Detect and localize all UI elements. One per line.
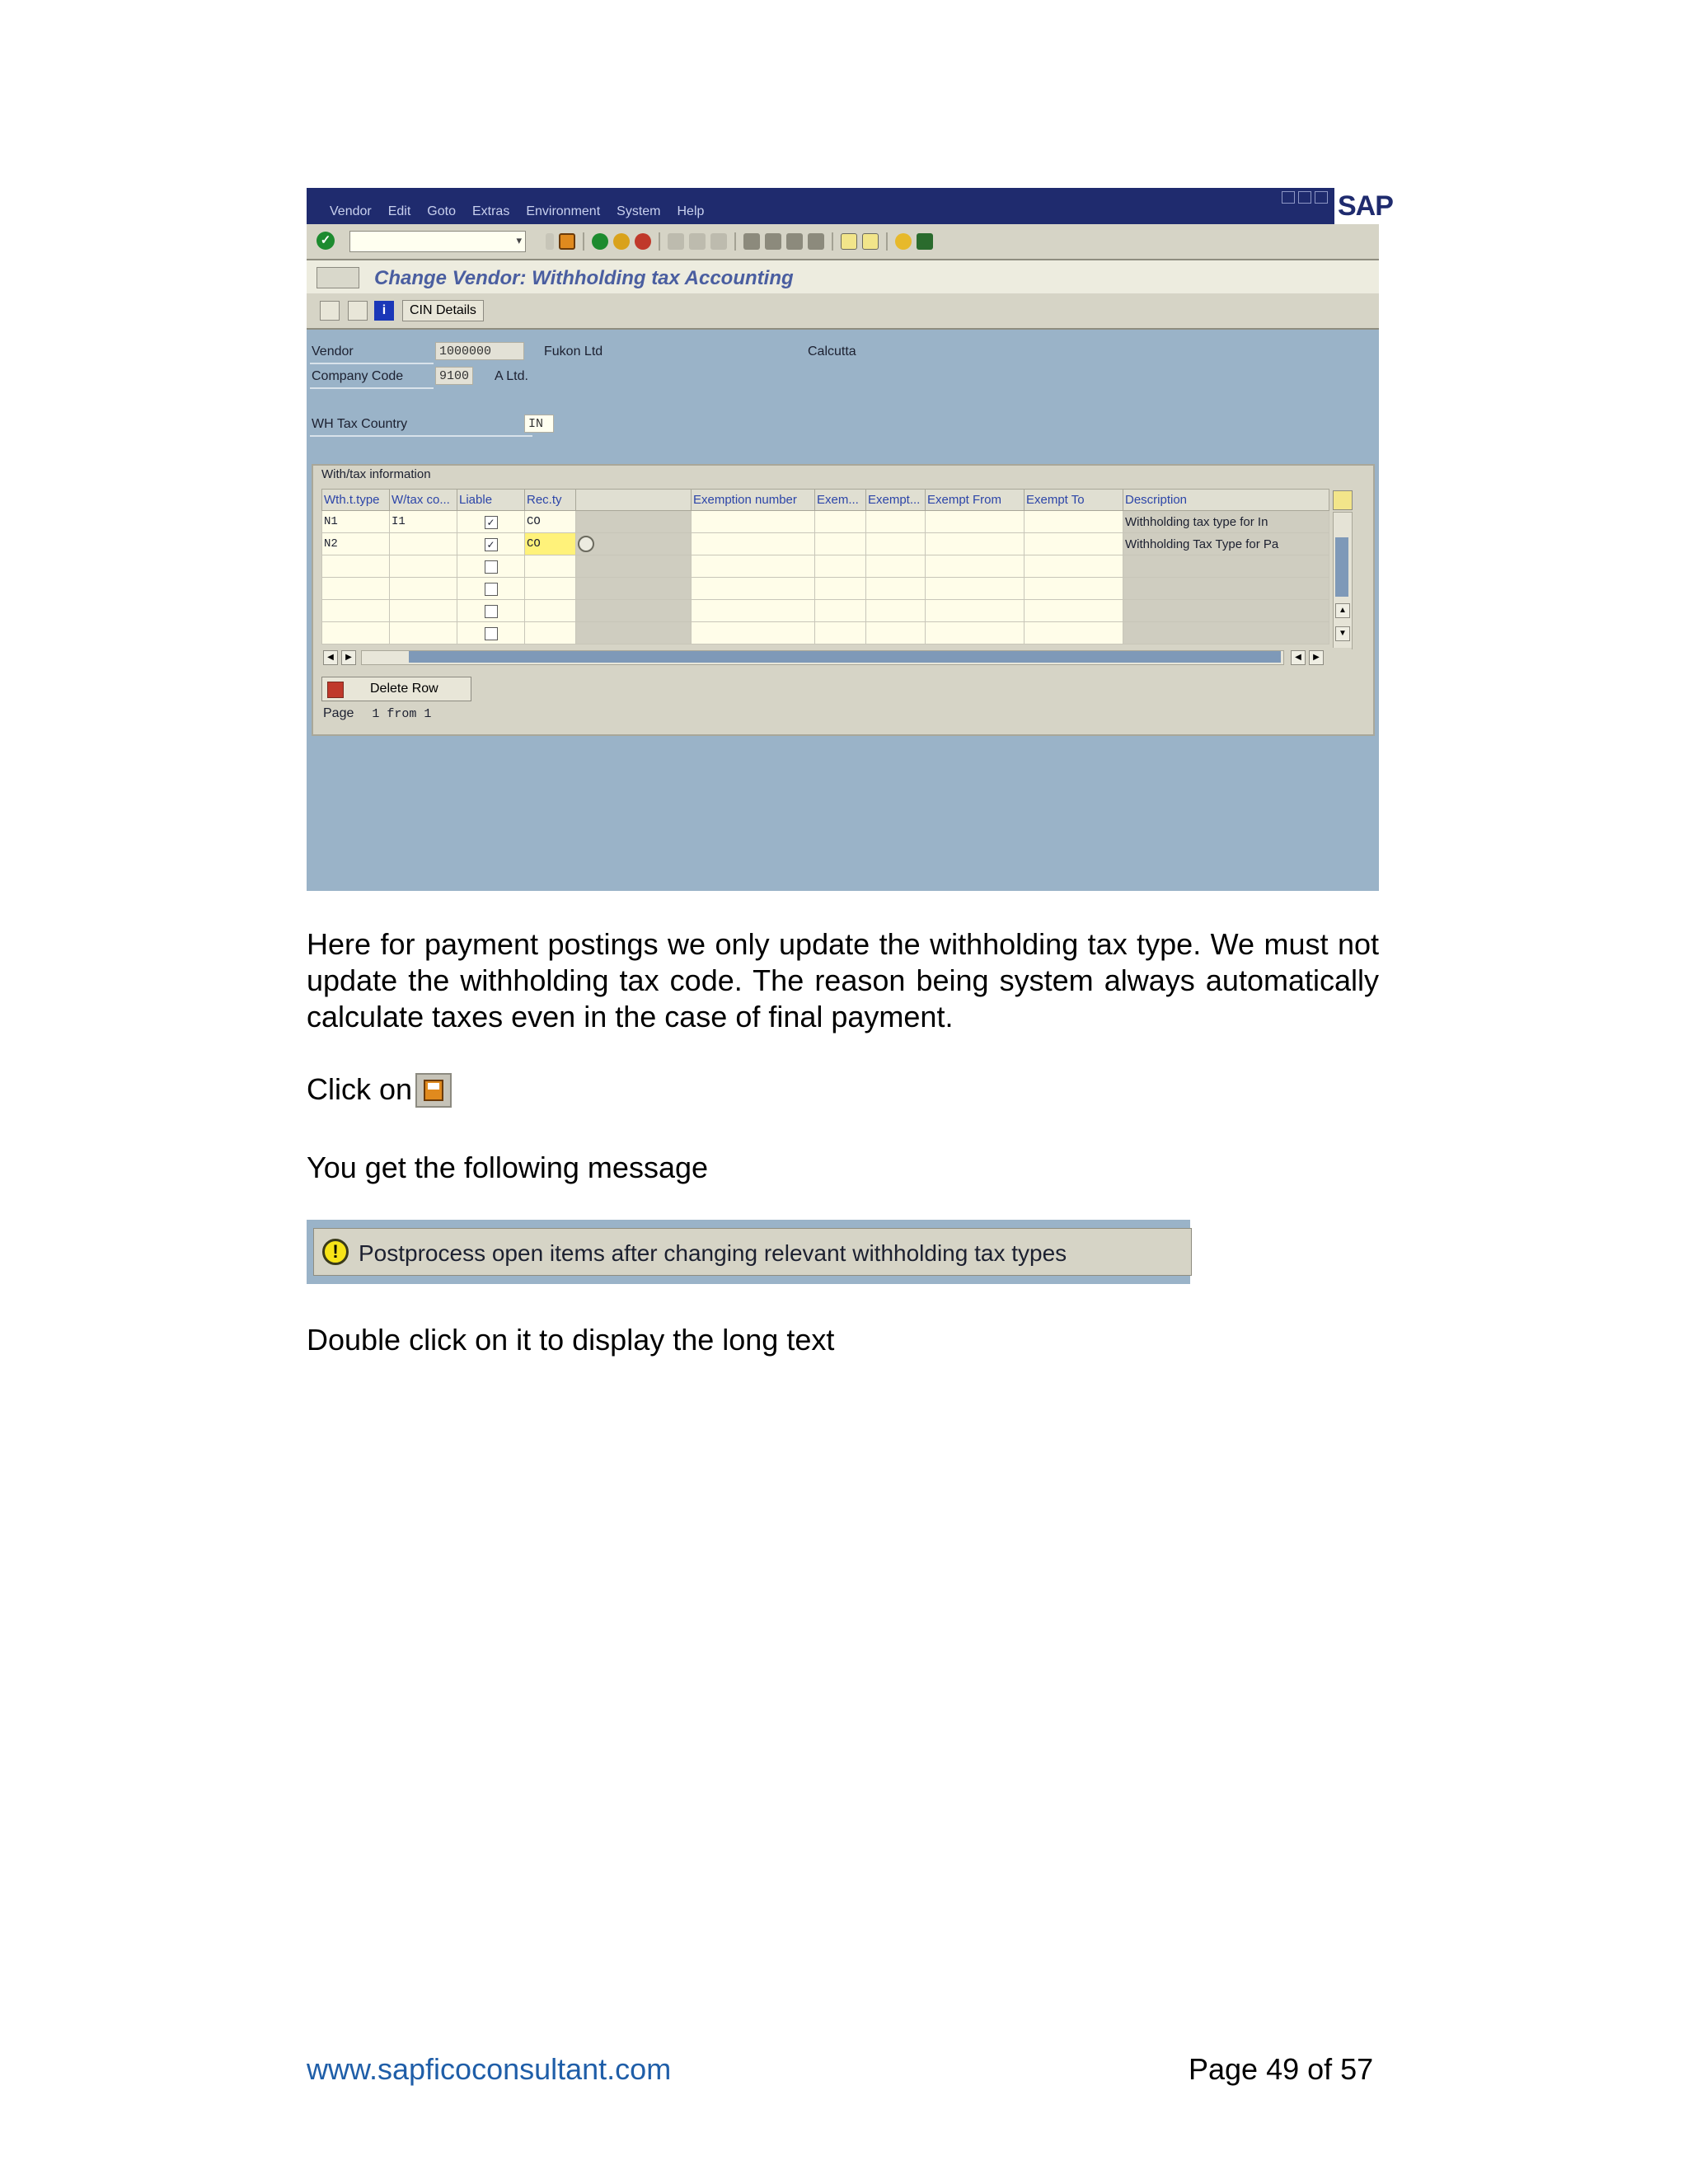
vendor-label-underline bbox=[310, 363, 434, 364]
click-on-line bbox=[307, 1071, 1379, 1108]
company-code-label: Company Code bbox=[312, 369, 404, 383]
cell-exemption-number[interactable] bbox=[692, 555, 815, 578]
back-arrow-icon[interactable] bbox=[546, 233, 554, 250]
table-row bbox=[322, 511, 1329, 533]
application-toolbar bbox=[307, 293, 1379, 330]
vertical-scroll-thumb[interactable] bbox=[1335, 537, 1348, 597]
cell-exempt-from[interactable] bbox=[926, 622, 1025, 644]
cell-wtax-code[interactable]: I1 bbox=[390, 511, 457, 533]
cell-exemption-reason[interactable] bbox=[866, 555, 926, 578]
display-change-icon[interactable] bbox=[320, 301, 340, 321]
next-page-icon[interactable] bbox=[786, 233, 803, 250]
company-code-field[interactable]: 9100 bbox=[435, 367, 473, 385]
scroll-down-icon[interactable]: ▼ bbox=[1335, 626, 1350, 641]
footer-page-number: Page 49 of 57 bbox=[1189, 2052, 1374, 2086]
command-field[interactable] bbox=[349, 231, 526, 252]
cin-details-button[interactable]: CIN Details bbox=[402, 300, 484, 321]
cell-exemption-reason[interactable] bbox=[866, 578, 926, 600]
company-name: A Ltd. bbox=[495, 369, 528, 383]
withholding-tax-table bbox=[321, 489, 1329, 644]
click-on-text: Click on bbox=[307, 1072, 413, 1106]
cell-description bbox=[1123, 578, 1329, 600]
cell-wtax-type[interactable] bbox=[322, 555, 390, 578]
cell-wtax-type[interactable]: N2 bbox=[322, 533, 390, 555]
col-description[interactable]: Description bbox=[1123, 490, 1329, 511]
cell-recipient-type[interactable] bbox=[525, 555, 576, 578]
command-dropdown-icon[interactable]: ▾ bbox=[516, 234, 522, 246]
maximize-icon[interactable] bbox=[1298, 191, 1311, 204]
cell-recipient-type[interactable]: CO bbox=[525, 533, 576, 555]
cell-exemption-rate[interactable] bbox=[815, 511, 866, 533]
toolbar-separator bbox=[832, 232, 833, 251]
vendor-field[interactable]: 1000000 bbox=[435, 342, 524, 360]
paragraph-payment-postings: Here for payment postings we only update the withholding tax type. We must not update the withholding tax code. The reason being system always automatically calculate taxes even in the case of final payment. bbox=[307, 927, 1379, 1033]
new-session-icon[interactable] bbox=[841, 233, 857, 250]
delete-row-icon bbox=[327, 682, 344, 698]
delete-row-label: Delete Row bbox=[370, 682, 438, 696]
other-object-icon[interactable] bbox=[348, 301, 368, 321]
cell-description bbox=[1123, 555, 1329, 578]
menu-system[interactable]: System bbox=[617, 204, 661, 218]
wh-tax-country-label: WH Tax Country bbox=[312, 417, 408, 431]
col-wtax-type[interactable]: Wth.t.type bbox=[322, 490, 390, 511]
cell-exempt-from[interactable] bbox=[926, 578, 1025, 600]
cell-exemption-number[interactable] bbox=[692, 578, 815, 600]
cell-exemption-number[interactable] bbox=[692, 511, 815, 533]
scroll-right-end-icon[interactable]: ▶ bbox=[1309, 650, 1324, 665]
cell-exemption-rate[interactable] bbox=[815, 622, 866, 644]
col-exempt-to[interactable]: Exempt To bbox=[1025, 490, 1123, 511]
table-row bbox=[322, 622, 1329, 644]
find-icon[interactable] bbox=[689, 233, 706, 250]
window-buttons bbox=[1282, 191, 1328, 204]
find-next-icon[interactable] bbox=[710, 233, 727, 250]
cell-exemption-number[interactable] bbox=[692, 622, 815, 644]
toolbar-separator bbox=[734, 232, 736, 251]
cell-exempt-to[interactable] bbox=[1025, 578, 1123, 600]
withholding-tax-group bbox=[312, 464, 1375, 736]
shortcut-icon[interactable] bbox=[862, 233, 879, 250]
liable-checkbox[interactable]: ✓ bbox=[485, 538, 498, 551]
value-help-icon[interactable] bbox=[578, 536, 594, 552]
group-title: With/tax information bbox=[321, 467, 431, 481]
delete-row-button[interactable] bbox=[321, 677, 471, 701]
warning-icon: ! bbox=[322, 1239, 349, 1265]
last-page-icon[interactable] bbox=[808, 233, 824, 250]
sap-screenshot bbox=[307, 188, 1393, 891]
cell-exempt-from[interactable] bbox=[926, 600, 1025, 622]
col-exemption-rate[interactable]: Exem... bbox=[815, 490, 866, 511]
cell-exemption-reason[interactable] bbox=[866, 511, 926, 533]
layout-menu-icon[interactable] bbox=[917, 233, 933, 250]
table-header-row bbox=[322, 490, 1329, 511]
menu-edit[interactable]: Edit bbox=[387, 204, 411, 218]
cell-wtax-code[interactable] bbox=[390, 533, 457, 555]
cell-exempt-to[interactable] bbox=[1025, 622, 1123, 644]
cell-liable bbox=[457, 600, 525, 622]
cell-exempt-from[interactable] bbox=[926, 533, 1025, 555]
col-blank[interactable] bbox=[576, 490, 692, 511]
help-icon[interactable] bbox=[895, 233, 912, 250]
page-label: Page bbox=[323, 706, 354, 720]
col-exemption-reason[interactable]: Exempt... bbox=[866, 490, 926, 511]
cell-recipient-type[interactable] bbox=[525, 578, 576, 600]
col-recipient-type[interactable]: Rec.ty bbox=[525, 490, 576, 511]
cell-wtax-type[interactable] bbox=[322, 578, 390, 600]
cell-exempt-to[interactable] bbox=[1025, 600, 1123, 622]
page-value: 1 from 1 bbox=[372, 707, 432, 721]
cancel-icon[interactable] bbox=[635, 233, 651, 250]
you-get-message-line: You get the following message bbox=[307, 1151, 709, 1184]
toolbar-separator bbox=[659, 232, 660, 251]
cell-exempt-from[interactable] bbox=[926, 511, 1025, 533]
menu-help[interactable]: Help bbox=[677, 204, 705, 218]
cell-blank bbox=[576, 511, 692, 533]
vendor-label: Vendor bbox=[312, 344, 354, 359]
cell-exemption-number[interactable] bbox=[692, 533, 815, 555]
table-row bbox=[322, 578, 1329, 600]
cell-exemption-rate[interactable] bbox=[815, 600, 866, 622]
cell-description: Withholding tax type for In bbox=[1123, 511, 1329, 533]
status-message-text: Postprocess open items after changing relevant withholding tax types bbox=[359, 1240, 1067, 1266]
status-message[interactable] bbox=[313, 1228, 1192, 1276]
page-info bbox=[323, 706, 431, 721]
close-window-icon[interactable] bbox=[1315, 191, 1328, 204]
cell-wtax-code[interactable] bbox=[390, 555, 457, 578]
table-settings-icon[interactable] bbox=[1333, 490, 1353, 510]
cell-liable bbox=[457, 578, 525, 600]
previous-page-icon[interactable] bbox=[765, 233, 781, 250]
liable-checkbox[interactable]: ✓ bbox=[485, 516, 498, 529]
double-click-line: Double click on it to display the long text bbox=[307, 1323, 835, 1357]
status-message-bar bbox=[307, 1220, 1190, 1284]
company-code-underline bbox=[310, 387, 434, 389]
save-icon bbox=[415, 1073, 452, 1108]
menu-items bbox=[330, 204, 704, 219]
cell-exemption-reason[interactable] bbox=[866, 622, 926, 644]
cell-blank bbox=[576, 533, 692, 555]
toolbar-separator bbox=[886, 232, 888, 251]
cell-blank bbox=[576, 600, 692, 622]
vertical-scrollbar[interactable] bbox=[1333, 512, 1353, 649]
cell-wtax-code[interactable] bbox=[390, 622, 457, 644]
sap-logo: SAP bbox=[1334, 188, 1379, 224]
cell-exemption-rate[interactable] bbox=[815, 533, 866, 555]
cell-exemption-reason[interactable] bbox=[866, 533, 926, 555]
cell-exempt-to[interactable] bbox=[1025, 511, 1123, 533]
vendor-city: Calcutta bbox=[808, 344, 856, 359]
back-icon[interactable] bbox=[592, 233, 608, 250]
liable-checkbox[interactable] bbox=[485, 605, 498, 618]
save-icon[interactable] bbox=[559, 233, 575, 250]
table-row bbox=[322, 533, 1329, 555]
cell-exempt-from[interactable] bbox=[926, 555, 1025, 578]
table-row bbox=[322, 600, 1329, 622]
menu-bar bbox=[307, 188, 1393, 224]
cell-wtax-type[interactable] bbox=[322, 622, 390, 644]
liable-checkbox[interactable] bbox=[485, 583, 498, 596]
horizontal-scrollbar[interactable] bbox=[321, 648, 1352, 666]
first-page-icon[interactable] bbox=[743, 233, 760, 250]
cell-liable bbox=[457, 622, 525, 644]
cell-wtax-type[interactable] bbox=[322, 600, 390, 622]
cell-exemption-number[interactable] bbox=[692, 600, 815, 622]
screen-title: Change Vendor: Withholding tax Accounting bbox=[374, 267, 794, 289]
cell-recipient-type[interactable] bbox=[525, 622, 576, 644]
toolbar-icons bbox=[546, 232, 933, 251]
cell-exemption-rate[interactable] bbox=[815, 555, 866, 578]
wh-tax-country-field[interactable]: IN bbox=[524, 415, 554, 433]
cell-wtax-type[interactable]: N1 bbox=[322, 511, 390, 533]
col-liable[interactable]: Liable bbox=[457, 490, 525, 511]
cell-recipient-type[interactable] bbox=[525, 600, 576, 622]
toolbar-separator bbox=[583, 232, 584, 251]
cell-description: Withholding Tax Type for Pa bbox=[1123, 533, 1329, 555]
horizontal-scroll-thumb[interactable] bbox=[409, 651, 1281, 663]
scroll-right-icon[interactable]: ▶ bbox=[341, 650, 356, 665]
scroll-up-icon[interactable]: ▲ bbox=[1335, 603, 1350, 618]
cell-description bbox=[1123, 600, 1329, 622]
menu-extras[interactable]: Extras bbox=[471, 204, 510, 218]
col-exempt-from[interactable]: Exempt From bbox=[926, 490, 1025, 511]
title-bar bbox=[307, 260, 1379, 293]
menu-vendor[interactable]: Vendor bbox=[330, 204, 372, 218]
vendor-name: Fukon Ltd bbox=[544, 344, 603, 359]
cell-exempt-to[interactable] bbox=[1025, 533, 1123, 555]
cell-blank bbox=[576, 578, 692, 600]
col-exemption-number[interactable]: Exemption number bbox=[692, 490, 815, 511]
scroll-left-icon[interactable]: ◀ bbox=[323, 650, 338, 665]
cell-wtax-code[interactable] bbox=[390, 578, 457, 600]
minimize-icon[interactable] bbox=[1282, 191, 1295, 204]
footer-website-link[interactable]: www.sapficoconsultant.com bbox=[307, 2052, 672, 2086]
print-icon[interactable] bbox=[668, 233, 684, 250]
menu-goto[interactable]: Goto bbox=[427, 204, 456, 218]
other-vendor-icon[interactable] bbox=[316, 267, 359, 288]
col-wtax-code[interactable]: W/tax co... bbox=[390, 490, 457, 511]
standard-toolbar bbox=[307, 224, 1379, 260]
menu-environment[interactable]: Environment bbox=[526, 204, 601, 218]
liable-checkbox[interactable] bbox=[485, 560, 498, 574]
cell-blank bbox=[576, 555, 692, 578]
info-icon[interactable]: i bbox=[374, 301, 394, 321]
cell-liable bbox=[457, 555, 525, 578]
exit-icon[interactable] bbox=[613, 233, 630, 250]
liable-checkbox[interactable] bbox=[485, 627, 498, 640]
cell-liable bbox=[457, 533, 525, 555]
scroll-left-end-icon[interactable]: ◀ bbox=[1291, 650, 1306, 665]
table-row bbox=[322, 555, 1329, 578]
cell-liable bbox=[457, 511, 525, 533]
cell-wtax-code[interactable] bbox=[390, 600, 457, 622]
cell-exempt-to[interactable] bbox=[1025, 555, 1123, 578]
wh-tax-country-underline bbox=[310, 435, 532, 437]
cell-exemption-reason[interactable] bbox=[866, 600, 926, 622]
cell-recipient-type[interactable]: CO bbox=[525, 511, 576, 533]
cell-exemption-rate[interactable] bbox=[815, 578, 866, 600]
cell-description bbox=[1123, 622, 1329, 644]
enter-icon[interactable]: ✓ bbox=[316, 232, 335, 250]
cell-blank bbox=[576, 622, 692, 644]
